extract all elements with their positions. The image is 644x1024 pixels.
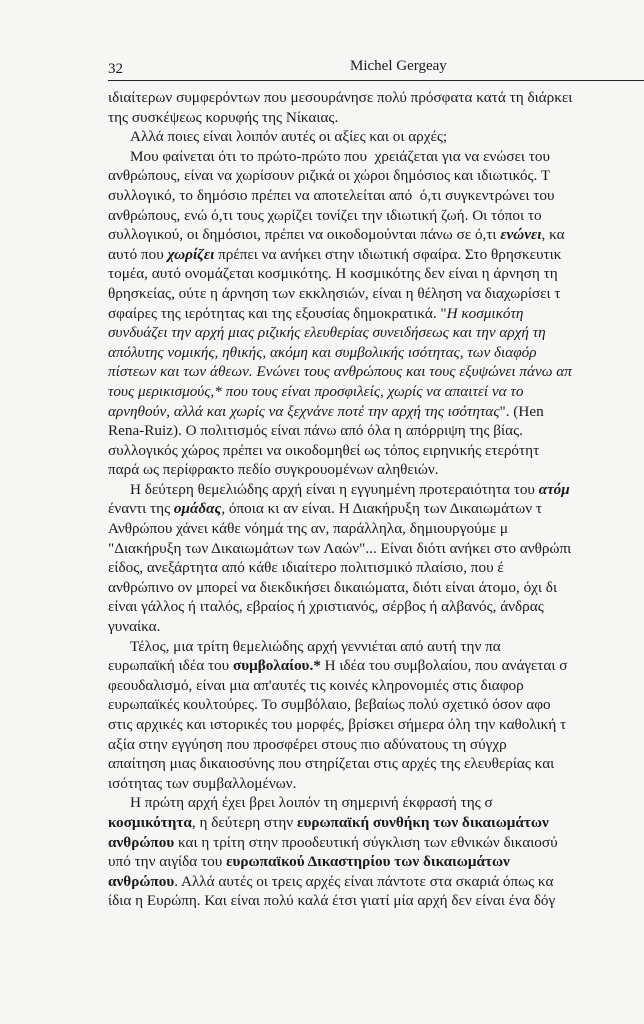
text-segment: κοσμικότητα [108,813,192,831]
text-line [108,460,644,480]
text-segment: είναι γάλλος ή ιταλός, εβραίος ή χριστιανός, σέρβος ή αλβανός, άνδρας [108,598,544,616]
text-line [108,441,644,461]
text-line [108,108,644,128]
text-segment: ". (Hen [499,402,544,420]
text-line [108,323,644,343]
text-segment: ίδια η Ευρώπη. Και είναι πολύ καλά έτσι γιατί μία αρχή δεν είναι ένα δόγ [108,892,556,910]
text-segment: Μου φαίνεται ότι το πρώτο-πρώτο που χρειάζεται για να ενώσει του [130,147,551,165]
text-segment: της συσκέψεως κορυφής της Νίκαιας. [108,108,339,126]
text-segment: Η δεύτερη θεμελιώδης αρχή είναι η εγγυημένη προτεραιότητα του [130,480,539,498]
text-line [108,872,644,892]
text-line [108,206,644,226]
text-segment: φεουδαλισμό, είναι μια απ'αυτές τις κοινές κληρονομιές στις διαφορ [108,676,524,694]
text-line [108,88,644,108]
text-segment: απαίτηση μιας δικαιοσύνης που στηρίζεται στις αρχές της ελευθερίας και [108,755,555,773]
text-segment: ευρωπαϊκή ιδέα του [108,657,233,675]
text-segment: συλλογικός χώρος πρέπει να οικοδομηθεί ως τόπος ειρηνικής ετερότητ [108,441,540,459]
text-segment: , όποια κι αν είναι. Η Διακήρυξη των Δικαιωμάτων τ [221,500,542,518]
text-segment: , κα [541,226,565,244]
text-segment: ανθρώπους, ενώ ό,τι τους χωρίζει τονίζει την ιδιωτική ζωή. Οι τόποι το [108,206,542,224]
text-line [108,480,644,500]
text-segment: "Διακήρυξη των Δικαιωμάτων των Λαών"... Είναι διότι ανήκει στο ανθρώπι [108,539,572,557]
text-segment: χωρίζει [167,245,215,263]
text-line [108,891,644,911]
text-line [108,225,644,245]
text-segment: είδος, ανεξάρτητα από κάθε ιδιαίτερο πολιτισμικό πλαίσιο, που έ [108,559,504,577]
text-segment: ανθρώπου [108,872,175,890]
running-head: Michel Gergeay [350,58,447,74]
text-line [108,852,644,872]
text-segment: ανθρώπινο ον μπορεί να διεκδικήσει δικαιώματα, διότι είναι άτομο, όχι δι [108,578,558,596]
text-line [108,637,644,657]
text-segment: πρέπει να ανήκει στην ιδιωτική σφαίρα. Στο θρησκευτικ [214,245,562,263]
text-segment: ευρωπαϊκού Δικαστηρίου των δικαιωμάτων [226,853,510,871]
text-segment: παρά ως περίφρακτο πεδίο συγκρουομένων αληθειών. [108,461,439,479]
text-line [108,774,644,794]
text-line [108,382,644,402]
text-segment: Rena-Ruiz). Ο πολιτισμός είναι πάνω από όλα η απόρριψη της βίας. [108,422,527,440]
text-segment: και η τρίτη στην προοδευτική σύγκλιση των εθνικών δικαιοσύ [174,833,558,851]
text-segment: αξία στην εγγύηση που προσφέρει στους πιο αδύνατους τη σύγχρ [108,735,507,753]
text-line [108,127,644,147]
text-segment: αυτό που [108,245,168,263]
text-segment: ανθρώπους, είναι να χωρίσουν ριζικά οι χώροι δημόσιος και ιδιωτικός. Τ [108,167,551,185]
text-line [108,362,644,382]
text-segment: ισότητας των συμβαλλομένων. [108,774,297,792]
text-line [108,833,644,853]
text-segment: τους μερικισμούς,* που τους είναι προσφιλείς, χωρίς να απαιτεί να το [108,382,524,400]
text-segment: ομάδας [173,500,222,518]
text-segment: συλλογικού, οι δημόσιοι, πρέπει να οικοδομούνται πάνω σε ό,τι [108,226,501,244]
text-segment: συνδυάζει την αρχή μιας ριζικής ελευθερίας συνειδήσεως και την αρχή τη [108,324,546,342]
text-segment: ατόμ [538,480,570,498]
text-line [108,284,644,304]
text-line [108,166,644,186]
text-line [108,499,644,519]
text-segment: απόλυτης νομικής, ηθικής, ακόμη και συμβολικής ισότητας, των διαφόρ [108,343,537,361]
text-segment: στις αρχικές και ιστορικές του μορφές, βρίσκει σήμερα όλη την καθολική τ [108,716,567,733]
text-line [108,754,644,774]
text-segment: Η κοσμικότη [446,304,524,322]
text-line [108,578,644,598]
text-segment: συλλογικό, το δημόσιο πρέπει να αποτελείται από ό,τι συγκεντρώνει του [108,186,555,204]
text-segment: ανθρώπου [108,833,175,851]
text-line [108,304,644,324]
text-segment: έναντι της [108,500,174,518]
page-header [108,58,644,80]
text-line [108,676,644,696]
text-segment: . Αλλά αυτές οι τρεις αρχές είναι πάντοτε στα σκαριά όπως κα [174,872,554,890]
text-segment: τομέα, αυτό ονομάζεται κοσμικότης. Η κοσμικότης δεν είναι η άρνηση τη [108,265,558,283]
text-line [108,519,644,539]
text-segment: Τέλος, μια τρίτη θεμελιώδης αρχή γεννιέται από αυτή την πα [130,637,501,655]
text-line [108,421,644,441]
text-segment: υπό την αιγίδα του [108,853,227,871]
text-segment: συμβολαίου.* [232,657,321,675]
text-segment: Ανθρώπου χάνει κάθε νόημά της αν, παράλληλα, δημιουργούμε μ [108,520,509,538]
page-number: 32 [108,61,123,77]
text-line [108,245,644,265]
text-segment: αρνηθούν, αλλά και χωρίς να ξεχνάνε ποτέ την αρχή της ισότητας [108,402,500,420]
text-segment: , η δεύτερη στην [191,813,297,831]
text-line [108,715,644,735]
text-segment: ιδιαίτερων συμφερόντων που μεσουράνησε πολύ πρόσφατα κατά τη διάρκει [108,89,573,106]
text-segment: ευρωπαϊκές κουλτούρες. Το συμβόλαιο, βεβαίως πολύ σχετικό όσον αφο [108,696,551,714]
header-rule [108,80,644,81]
text-line [108,343,644,363]
text-line [108,264,644,284]
text-segment: Η πρώτη αρχή έχει βρει λοιπόν τη σημερινή έκφρασή της σ [130,794,493,812]
text-line [108,617,644,637]
text-segment: ευρωπαϊκή συνθήκη των δικαιωμάτων [296,813,549,831]
text-line [108,597,644,617]
text-line [108,793,644,813]
text-segment: πίστεων και των άθεων. Ενώνει τους ανθρώπους και τους εξυψώνει πάνω απ [108,363,572,381]
text-line [108,402,644,422]
text-segment: γυναίκα. [108,618,161,636]
text-segment: σφαίρες της ιερότητας και της εξουσίας δημοκρατικά. " [108,304,447,322]
text-segment: θρησκείας, ούτε η άρνηση των εκκλησιών, είναι η θέληση να διαχωρίσει τ [108,284,561,302]
text-segment: ενώνει [500,226,542,244]
text-segment: Η ιδέα του συμβολαίου, που ανάγεται σ [320,657,568,675]
text-line [108,147,644,167]
body-text [108,88,644,911]
text-line [108,735,644,755]
text-line [108,558,644,578]
text-line [108,186,644,206]
text-line [108,813,644,833]
text-segment: Αλλά ποιες είναι λοιπόν αυτές οι αξίες και οι αρχές; [130,128,448,146]
text-line [108,539,644,559]
text-line [108,695,644,715]
text-line [108,656,644,676]
